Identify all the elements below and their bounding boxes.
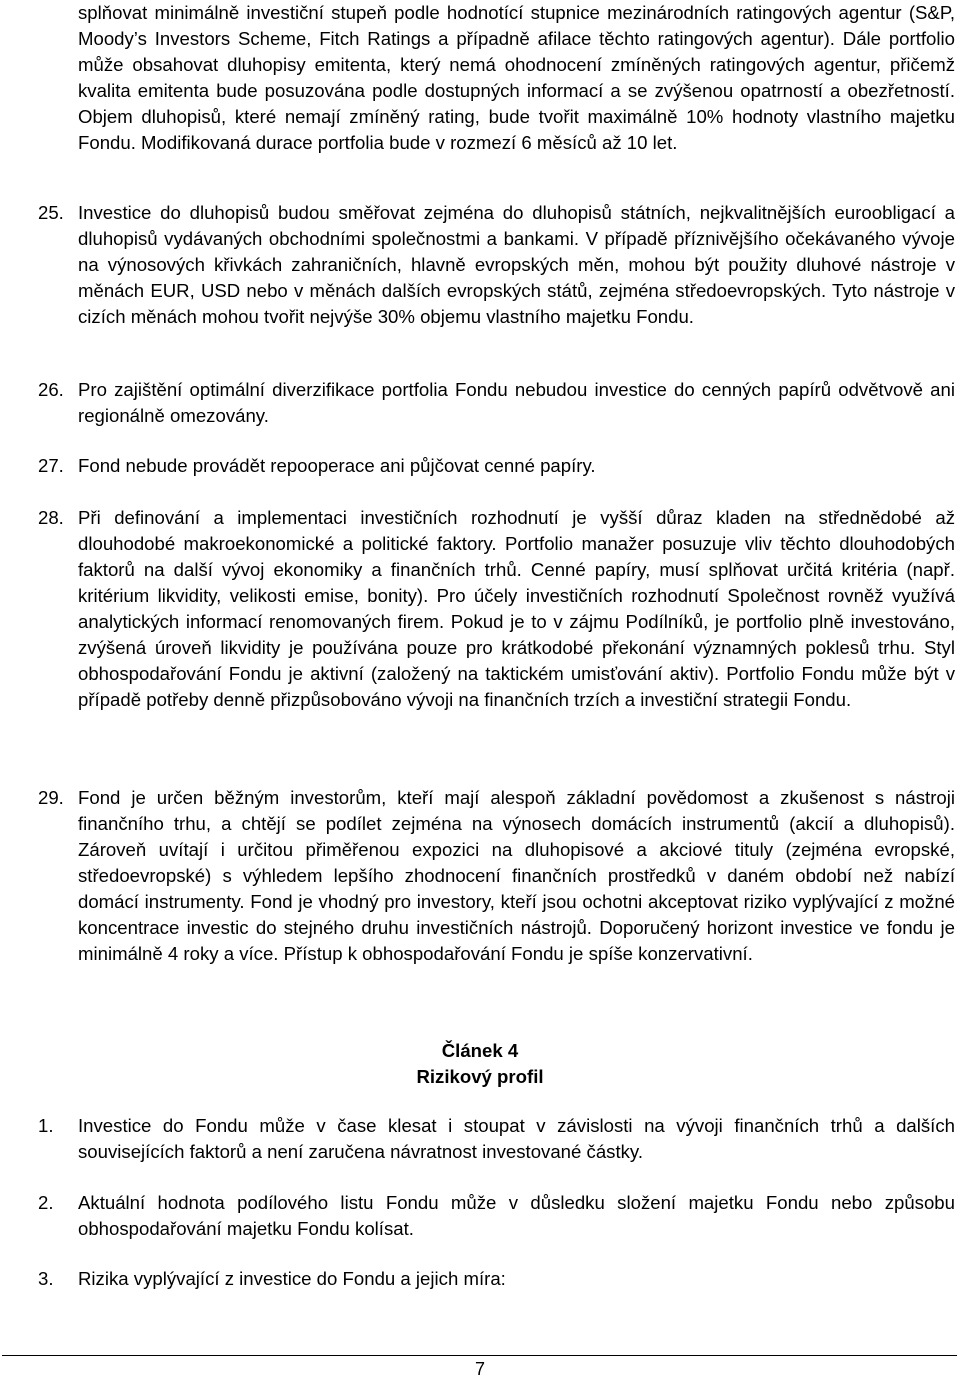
list-item-text: Fond je určen běžným investorům, kteří mají alespoň základní povědomost a zkušenost s nástroji finančního trhu, a chtějí se podílet zejména na výnosech domácích instrumentů (akcií a dluhopisů). Zároveň uvítají i určitou přiměřenou expozici na dluhopisové a akciové tituly (zejména evropské, středoevropské) s výhledem lepšího zhodnocení finančních prostředků v daném období než nabízí domácí instrumenty. Fond je vhodný pro investory, kteří jsou ochotni akceptovat riziko vyplývající z možné koncentrace investic do stejného druhu investičních nástrojů. Doporučený horizont investice ve fondu je minimálně 4 roky a více. Přístup k obhospodařování Fondu je spíše konzervativní. xyxy=(78,787,955,964)
list-item-25 xyxy=(38,200,955,330)
list-item-text: Rizika vyplývající z investice do Fondu a jejich míra: xyxy=(78,1268,506,1289)
list-item-number: 25. xyxy=(38,202,64,223)
intro-paragraph: splňovat minimálně investiční stupeň podle hodnotící stupnice mezinárodních ratingových agentur (S&P, Moody’s Investors Scheme, Fitch Ratings a případně afilace těchto ratingových agentur). Dále portfolio může obsahovat dluhopisy emitenta, který nemá ohodnocení zmíněných ratingových agentur, přičemž kvalita emitenta bude posuzována podle dostupných informací a se zvýšenou opatrností a obezřetností. Objem dluhopisů, které nemají zmíněný rating, bude tvořit maximálně 10% hodnoty vlastního majetku Fondu. Modifikovaná durace portfolia bude v rozmezí 6 měsíců až 10 let. xyxy=(78,2,955,153)
risk-item-3 xyxy=(38,1266,955,1292)
list-item-text: Aktuální hodnota podílového listu Fondu může v důsledku složení majetku Fondu nebo způsobu obhospodařování majetku Fondu kolísat. xyxy=(78,1192,955,1239)
article-heading: Článek 4 xyxy=(441,1040,519,1061)
list-item-number: 26. xyxy=(38,379,64,400)
list-item-number: 1. xyxy=(38,1115,54,1136)
footer-divider xyxy=(2,1355,957,1356)
list-item-26 xyxy=(38,377,955,429)
article-title: Rizikový profil xyxy=(416,1066,544,1087)
risk-item-1 xyxy=(38,1113,955,1165)
list-item-number: 27. xyxy=(38,455,64,476)
list-item-29 xyxy=(38,785,955,967)
list-item-28 xyxy=(38,505,955,713)
list-item-number: 2. xyxy=(38,1192,54,1213)
list-item-text: Investice do dluhopisů budou směřovat zejména do dluhopisů státních, nejkvalitnějších euroobligací a dluhopisů vydávaných obchodními společnostmi a bankami. V případě příznivějšího očekávaného vývoje na výnosových křivkách zahraničních, hlavně evropských měn, mohou být použity dluhové nástroje v měnách EUR, USD nebo v měnách dalších evropských států, zejména středoevropských. Tyto nástroje v cizích měnách mohou tvořit nejvýše 30% objemu vlastního majetku Fondu. xyxy=(78,202,955,327)
list-item-number: 28. xyxy=(38,507,64,528)
list-item-number: 3. xyxy=(38,1268,54,1289)
page-number: 7 xyxy=(474,1359,485,1379)
list-item-27 xyxy=(38,453,955,479)
list-item-number: 29. xyxy=(38,787,64,808)
list-item-text: Pro zajištění optimální diverzifikace portfolia Fondu nebudou investice do cenných papírů odvětvově ani regionálně omezovány. xyxy=(78,379,955,426)
list-item-text: Fond nebude provádět repooperace ani půjčovat cenné papíry. xyxy=(78,455,596,476)
list-item-text: Investice do Fondu může v čase klesat i stoupat v závislosti na vývoji finančních trhů a dalších souvisejících faktorů a není zaručena návratnost investované částky. xyxy=(78,1115,955,1162)
list-item-text: Při definování a implementaci investičních rozhodnutí je vyšší důraz kladen na střednědobé až dlouhodobé makroekonomické a politické faktory. Portfolio manažer posuzuje vliv těchto dlouhodobých faktorů na další vývoj ekonomiky a finančních trhů. Cenné papíry, musí splňovat určitá kritéria (např. kritérium likvidity, velikosti emise, bonity). Pro účely investičních rozhodnutí Společnost rovněž využívá analytických informací renomovaných firem. Pokud je to v zájmu Podílníků, je portfolio plně investováno, zvýšená úroveň likvidity je používána pouze pro krátkodobé překonání významných poklesů trhu. Styl obhospodařování Fondu je aktivní (založený na taktickém umisťování aktiv). Portfolio Fondu může být v případě potřeby denně přizpůsobováno vývoji na finančních trzích a investiční strategii Fondu. xyxy=(78,507,955,710)
risk-item-2 xyxy=(38,1190,955,1242)
